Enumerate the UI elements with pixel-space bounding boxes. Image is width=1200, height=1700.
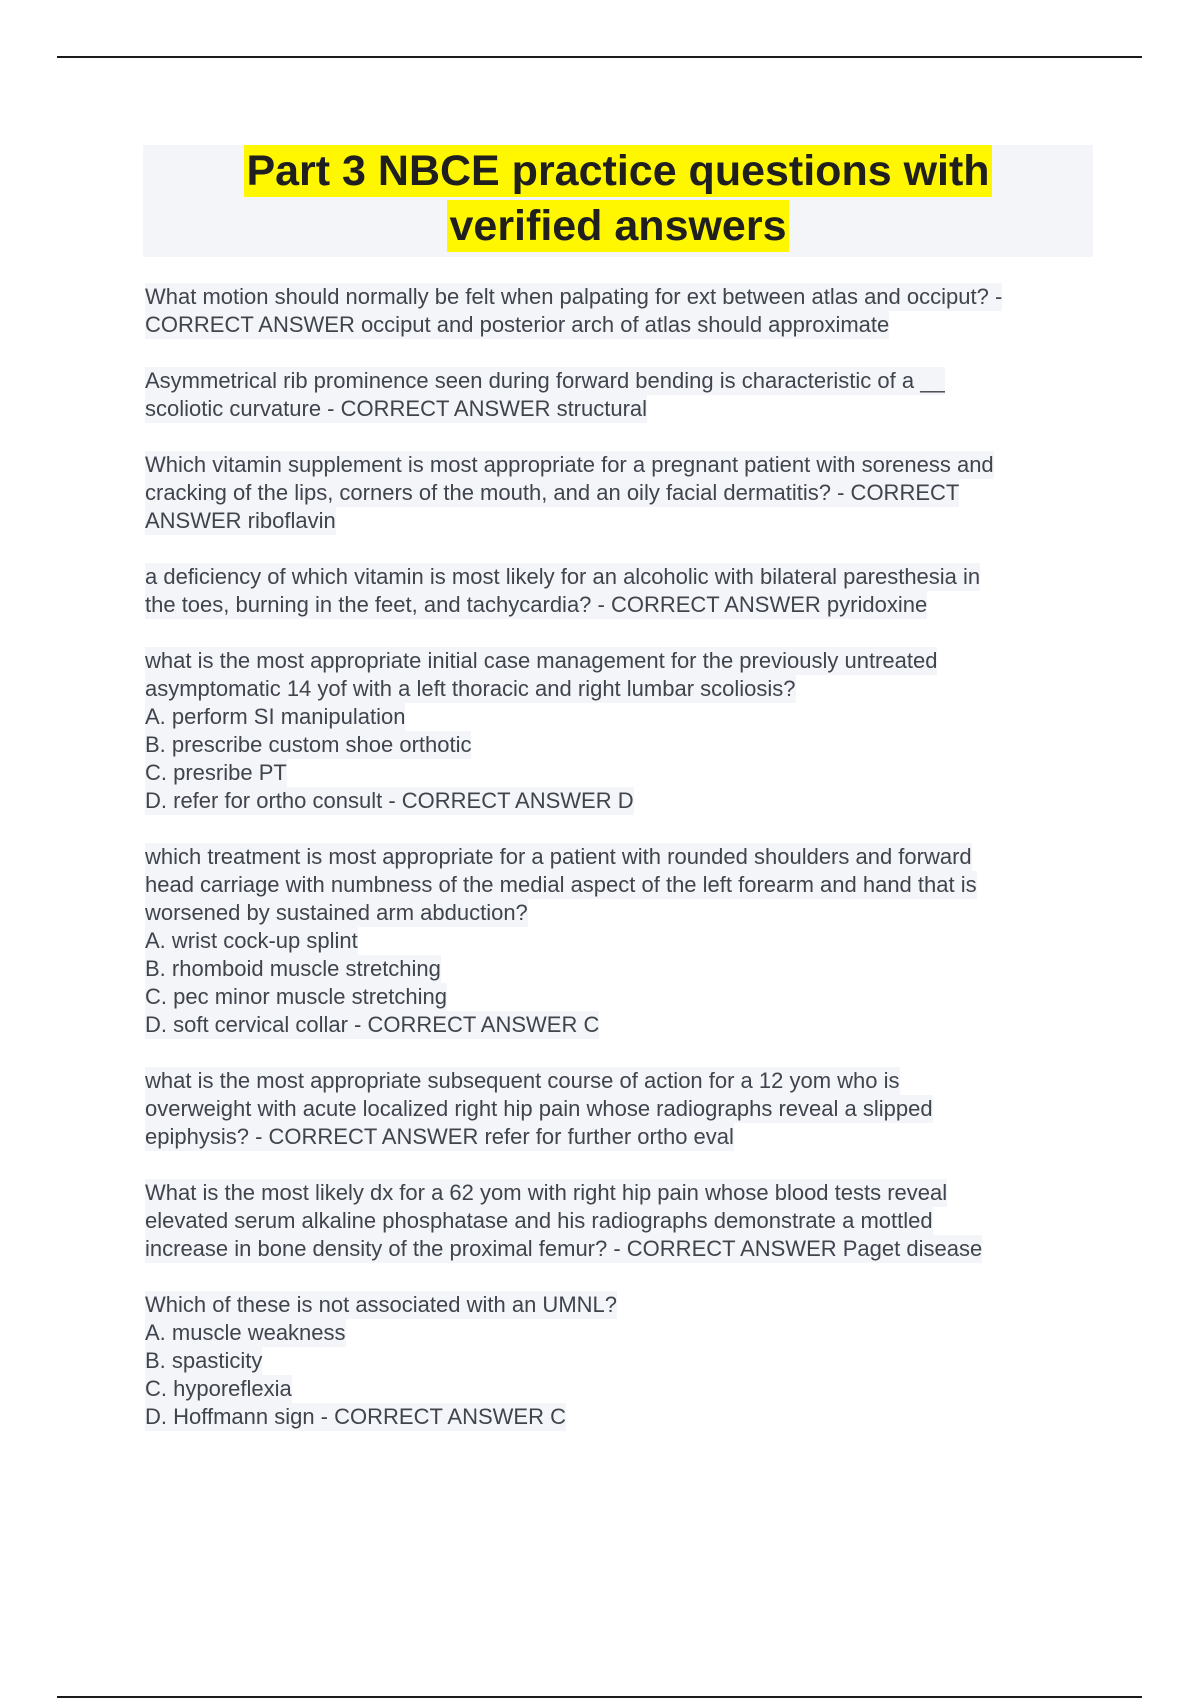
question-item	[145, 563, 1095, 619]
top-divider	[57, 56, 1142, 58]
question-text-line: overweight with acute localized right hip pain whose radiographs reveal a slipped	[145, 1096, 933, 1121]
question-text-line: the toes, burning in the feet, and tachycardia? - CORRECT ANSWER pyridoxine	[145, 592, 928, 617]
question-text-line: D. soft cervical collar - CORRECT ANSWER C	[145, 1012, 600, 1037]
question-list	[145, 283, 1095, 1459]
question-text-line: D. refer for ortho consult - CORRECT ANSWER D	[145, 788, 634, 813]
question-text-line: What motion should normally be felt when palpating for ext between atlas and occiput? -	[145, 284, 1003, 309]
question-text-line: A. wrist cock-up splint	[145, 928, 358, 953]
question-item	[145, 647, 1095, 815]
bottom-divider	[57, 1696, 1142, 1698]
question-text-line: epiphysis? - CORRECT ANSWER refer for further ortho eval	[145, 1124, 734, 1149]
question-item	[145, 1291, 1095, 1431]
question-text-line: increase in bone density of the proximal femur? - CORRECT ANSWER Paget disease	[145, 1236, 983, 1261]
question-text-line: A. muscle weakness	[145, 1320, 346, 1345]
question-text-line: B. prescribe custom shoe orthotic	[145, 732, 472, 757]
question-item	[145, 1067, 1095, 1151]
question-text-line: C. hyporeflexia	[145, 1376, 292, 1401]
question-item	[145, 843, 1095, 1039]
question-text-line: B. spasticity	[145, 1348, 263, 1373]
question-item	[145, 283, 1095, 339]
question-text-line: Asymmetrical rib prominence seen during forward bending is characteristic of a __	[145, 368, 945, 393]
question-text-line: what is the most appropriate initial case management for the previously untreated	[145, 648, 938, 673]
document-title	[143, 145, 1093, 257]
question-text-line: which treatment is most appropriate for a patient with rounded shoulders and forward	[145, 844, 972, 869]
title-line-2: verified answers	[449, 202, 787, 250]
question-text-line: C. pec minor muscle stretching	[145, 984, 447, 1009]
question-text-line: ANSWER riboflavin	[145, 508, 336, 533]
question-text-line: scoliotic curvature - CORRECT ANSWER structural	[145, 396, 648, 421]
question-text-line: asymptomatic 14 yof with a left thoracic and right lumbar scoliosis?	[145, 676, 796, 701]
question-text-line: Which vitamin supplement is most appropriate for a pregnant patient with soreness and	[145, 452, 994, 477]
question-text-line: B. rhomboid muscle stretching	[145, 956, 441, 981]
question-text-line: CORRECT ANSWER occiput and posterior arch of atlas should approximate	[145, 312, 890, 337]
question-item	[145, 1179, 1095, 1263]
question-text-line: elevated serum alkaline phosphatase and his radiographs demonstrate a mottled	[145, 1208, 933, 1233]
question-text-line: D. Hoffmann sign - CORRECT ANSWER C	[145, 1404, 566, 1429]
question-text-line: What is the most likely dx for a 62 yom with right hip pain whose blood tests reveal	[145, 1180, 948, 1205]
question-item	[145, 367, 1095, 423]
question-item	[145, 451, 1095, 535]
question-text-line: what is the most appropriate subsequent course of action for a 12 yom who is	[145, 1068, 900, 1093]
question-text-line: Which of these is not associated with an UMNL?	[145, 1292, 618, 1317]
title-line-1: Part 3 NBCE practice questions with	[246, 147, 990, 195]
question-text-line: cracking of the lips, corners of the mouth, and an oily facial dermatitis? - CORRECT	[145, 480, 960, 505]
question-text-line: head carriage with numbness of the medial aspect of the left forearm and hand that is	[145, 872, 977, 897]
question-text-line: a deficiency of which vitamin is most likely for an alcoholic with bilateral paresthesia in	[145, 564, 981, 589]
question-text-line: worsened by sustained arm abduction?	[145, 900, 528, 925]
question-text-line: A. perform SI manipulation	[145, 704, 406, 729]
question-text-line: C. presribe PT	[145, 760, 287, 785]
